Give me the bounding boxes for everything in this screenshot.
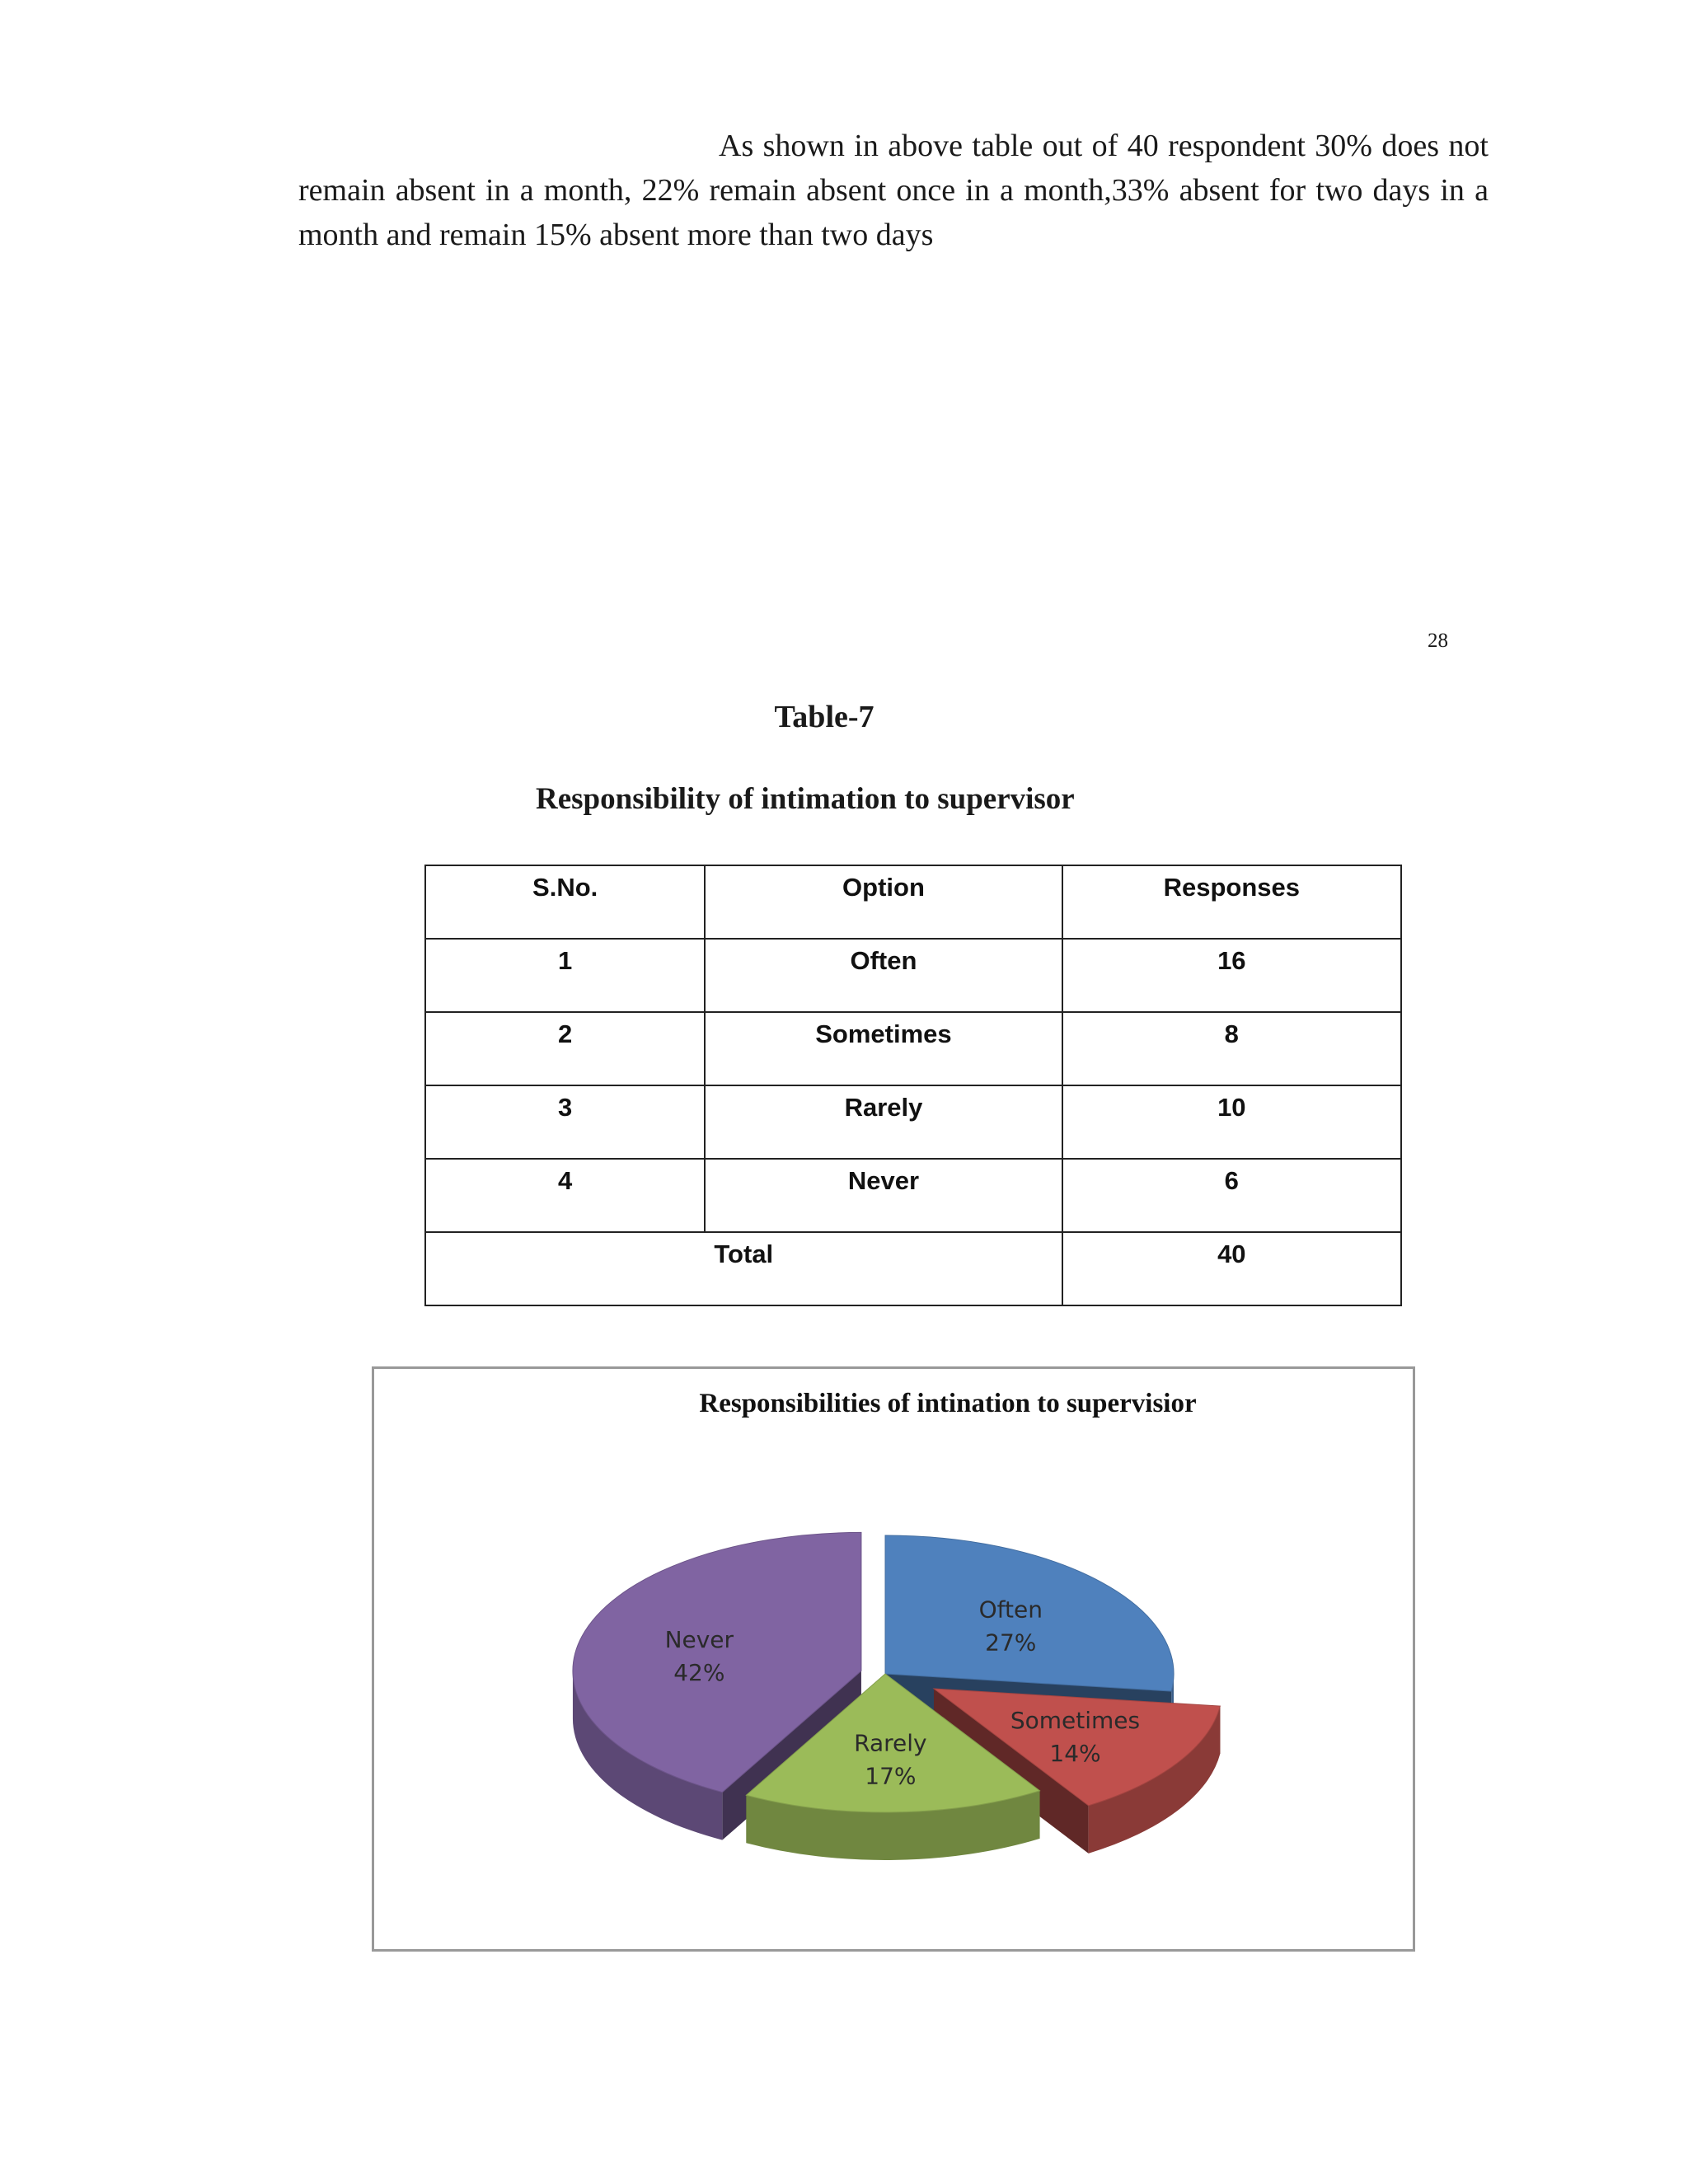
table-row [425,1159,1401,1232]
header-sno: S.No. [425,865,705,939]
slice-category-label: Often [978,1596,1043,1624]
cell-option: Often [705,939,1062,1012]
table-row [425,939,1401,1012]
header-responses: Responses [1062,865,1401,939]
table-total-row [425,1232,1401,1305]
cell-responses: 6 [1062,1159,1401,1232]
slice-percent-label: 42% [673,1659,725,1687]
slice-category-label: Never [664,1626,734,1654]
table-title: Table-7 [774,700,874,734]
slice-percent-label: 14% [1049,1740,1101,1768]
table-row [425,1085,1401,1159]
pie-chart [374,1369,1413,1949]
cell-sno: 2 [425,1012,705,1085]
cell-sno: 4 [425,1159,705,1232]
slice-percent-label: 27% [985,1629,1037,1657]
page-number: 28 [1428,630,1448,652]
cell-option: Never [705,1159,1062,1232]
total-value: 40 [1062,1232,1401,1305]
slice-category-label: Sometimes [1010,1707,1141,1735]
cell-responses: 16 [1062,939,1401,1012]
table-subtitle: Responsibility of intimation to supervisor [536,782,1075,816]
cell-responses: 8 [1062,1012,1401,1085]
header-option: Option [705,865,1062,939]
table-row [425,1012,1401,1085]
responses-table [424,865,1402,1306]
slice-percent-label: 17% [865,1762,917,1790]
cell-option: Sometimes [705,1012,1062,1085]
total-label: Total [425,1232,1062,1305]
table-header-row [425,865,1401,939]
slice-category-label: Rarely [854,1729,927,1757]
chart-title: Responsibilities of intination to supervisior [699,1389,1197,1418]
cell-responses: 10 [1062,1085,1401,1159]
cell-sno: 3 [425,1085,705,1159]
body-paragraph: As shown in above table out of 40 respondent 30% does not remain absent in a month, 22% remain absent once in a month,33% absent for two days in a month and remain 15% absent more than two days [298,129,1489,252]
cell-option: Rarely [705,1085,1062,1159]
pie-chart-frame [372,1366,1415,1952]
cell-sno: 1 [425,939,705,1012]
